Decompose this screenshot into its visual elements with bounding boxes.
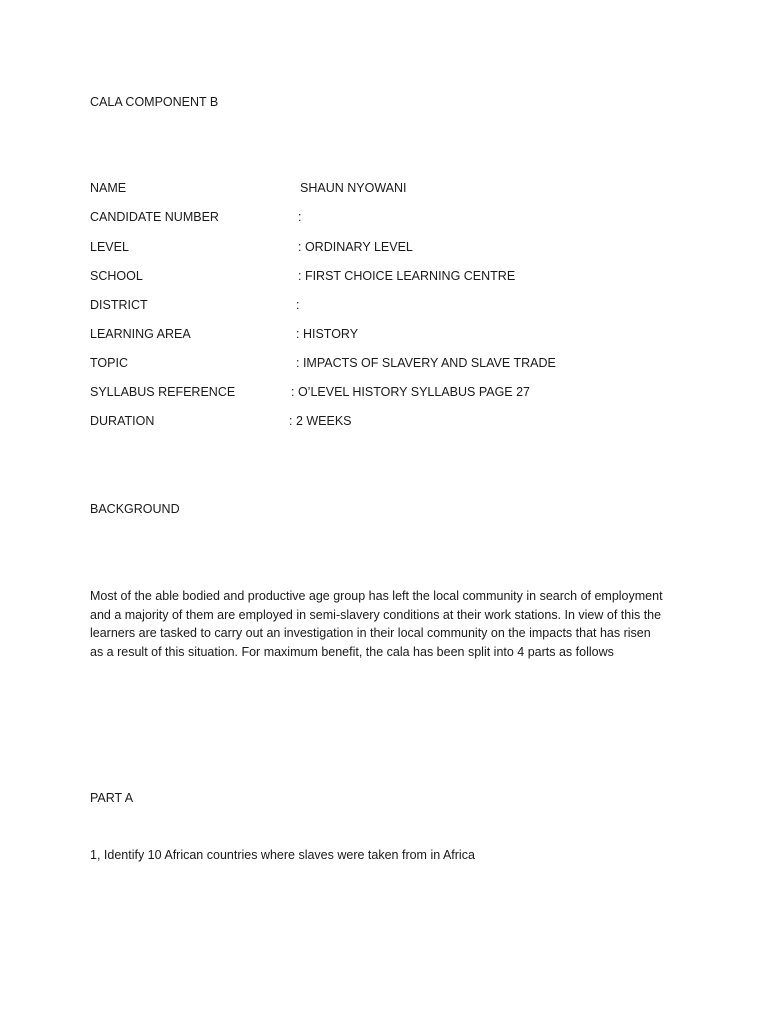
field-label-district: DISTRICT: [90, 298, 148, 312]
field-value-name: SHAUN NYOWANI: [300, 181, 407, 195]
field-label-candidate-number: CANDIDATE NUMBER: [90, 210, 219, 224]
field-value-topic: : IMPACTS OF SLAVERY AND SLAVE TRADE: [296, 356, 556, 370]
background-paragraph: [90, 587, 690, 661]
field-label-duration: DURATION: [90, 414, 155, 428]
background-line: as a result of this situation. For maximum benefit, the cala has been split into 4 parts as follows: [90, 644, 614, 659]
background-line: Most of the able bodied and productive age group has left the local community in search of employment: [90, 589, 663, 603]
field-label-syllabus-reference: SYLLABUS REFERENCE: [90, 385, 236, 399]
part-a-heading: PART A: [90, 791, 134, 805]
background-line: learners are tasked to carry out an investigation in their local community on the impacts that has risen: [90, 626, 651, 641]
field-label-school: SCHOOL: [90, 269, 143, 283]
field-label-name: NAME: [90, 181, 127, 195]
background-line: and a majority of them are employed in semi-slavery conditions at their work stations. In view of this the: [90, 607, 662, 622]
field-label-topic: TOPIC: [90, 356, 128, 370]
field-value-school: : FIRST CHOICE LEARNING CENTRE: [298, 269, 516, 283]
field-value-syllabus-reference: : O’LEVEL HISTORY SYLLABUS PAGE 27: [291, 385, 531, 399]
field-label-level: LEVEL: [90, 240, 129, 254]
question-1: 1, Identify 10 African countries where slaves were taken from in Africa: [90, 848, 475, 862]
field-value-duration: : 2 WEEKS: [289, 414, 352, 428]
field-value-candidate-number: :: [298, 210, 302, 224]
background-heading: BACKGROUND: [90, 502, 180, 516]
field-value-learning-area: : HISTORY: [296, 327, 359, 341]
field-value-level: : ORDINARY LEVEL: [298, 240, 413, 254]
document-heading: CALA COMPONENT B: [90, 95, 219, 109]
field-value-district: :: [296, 298, 300, 312]
field-label-learning-area: LEARNING AREA: [90, 327, 191, 341]
